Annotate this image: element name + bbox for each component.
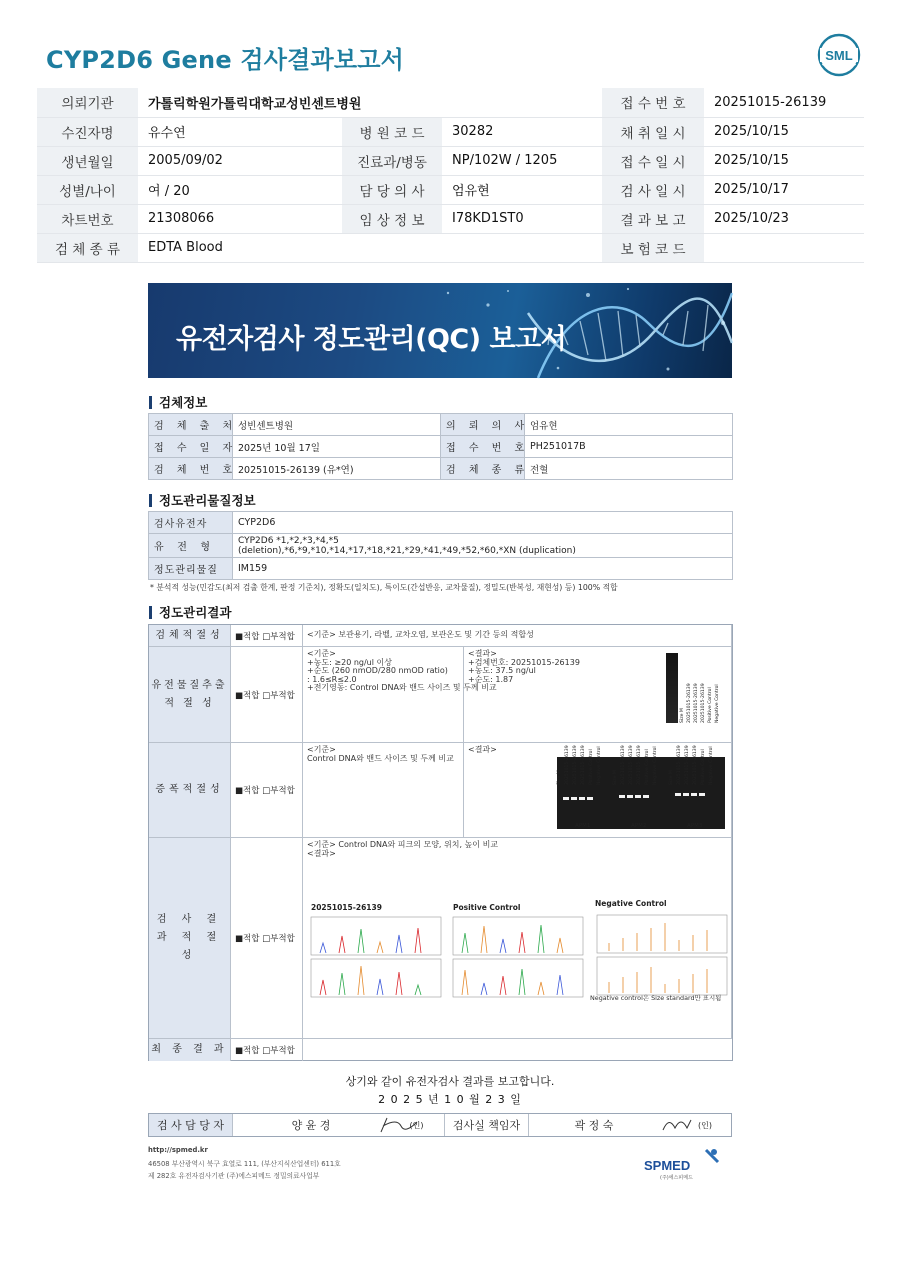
report-date-label: 결 과 보 고 xyxy=(602,204,704,233)
amplification-band xyxy=(691,793,697,796)
specimen-type-label: 검 체 종 류 xyxy=(37,233,138,262)
specimen-row xyxy=(149,436,733,458)
physician-label: 담 당 의 사 xyxy=(342,175,442,204)
qc-result-section-heading: 정도관리결과 xyxy=(149,606,231,619)
criteria-line: +순도 (260 nmOD/280 nmOD ratio) xyxy=(307,666,448,675)
amplification-criteria xyxy=(303,743,464,838)
amplification-lane-label: 20251015-26139 xyxy=(629,745,634,785)
result-line: +농도: 37.5 ng/ul xyxy=(468,666,536,675)
specimen-number-label: 검 체 번 호 xyxy=(149,458,233,480)
genotype-line-1: CYP2D6 *1,*2,*3,*4,*5 xyxy=(238,535,339,546)
amplification-lane-label: 20251015-26139 xyxy=(565,745,570,785)
amplification-lane-label: 20251015-26139 xyxy=(621,745,626,785)
patient-row xyxy=(37,233,864,262)
patient-row xyxy=(37,175,864,204)
receipt-date-value: 2025/10/15 xyxy=(704,146,864,175)
criteria-line: +전기영동: Control DNA와 밴드 사이즈 및 두께 비교 xyxy=(307,683,497,692)
amplification-lane-label: 20251015-26139 xyxy=(693,745,698,785)
amplification-lane-label: Negative Control xyxy=(709,746,714,785)
negative-electropherogram-title: Negative Control xyxy=(595,899,667,908)
accession-no-value: 20251015-26139 xyxy=(704,88,864,117)
svg-text:SPMED: SPMED xyxy=(644,1158,691,1173)
department-label: 진료과/병동 xyxy=(342,146,442,175)
criteria-line: <기준> xyxy=(307,649,336,658)
sml-logo xyxy=(817,33,861,77)
amplification-band xyxy=(675,793,681,796)
result-adequacy-label: 검 사 결 과 적 절 성 xyxy=(149,838,231,1039)
extraction-adequacy-label: 유전물질추출 적 절 성 xyxy=(149,647,231,743)
electropherogram-panels xyxy=(309,915,734,1001)
spmed-logo xyxy=(644,1146,728,1186)
amplification-band xyxy=(579,797,585,800)
receipt-date-value: 2025년 10월 17일 xyxy=(233,436,441,458)
test-gene-label: 검사유전자 xyxy=(149,512,233,534)
amplification-lane-label: Positive Control xyxy=(701,749,706,785)
extraction-gel-image xyxy=(666,653,678,723)
extraction-lane-label: 20251015-26139 xyxy=(694,683,699,723)
insurance-code-value xyxy=(704,233,864,262)
insurance-code-label: 보 험 코 드 xyxy=(602,233,704,262)
amplification-lane-label: 20251015-26139 xyxy=(677,745,682,785)
closing-statement: 상기와 같이 유전자검사 결과를 보고합니다. xyxy=(345,1075,555,1088)
amplification-lane-label: 20251015-26139 xyxy=(685,745,690,785)
report-date-value: 2025/10/23 xyxy=(704,204,864,233)
result-line: <결과> xyxy=(468,745,497,754)
accession-no-label: 접 수 번 호 xyxy=(602,88,704,117)
specimen-row xyxy=(149,458,733,480)
criteria-line: <기준> Control DNA와 피크의 모양, 위치, 높이 비교 xyxy=(307,840,499,849)
footer-address: 46508 부산광역시 북구 효열로 111, (부산지식산업센터) 611호 xyxy=(148,1160,341,1168)
chief-seal: (인) xyxy=(698,1120,712,1130)
amplification-band xyxy=(563,797,569,800)
specimen-info-table xyxy=(148,413,733,480)
receipt-number-label: 접 수 번 호 xyxy=(441,436,525,458)
specimen-source-label: 검 체 출 처 xyxy=(149,414,233,436)
tester-seal: (인) xyxy=(409,1120,424,1130)
amplification-group-label: APM2 xyxy=(631,823,647,829)
final-result-check: ■적합 □부적합 xyxy=(231,1039,303,1061)
genotype-label: 유 전 형 xyxy=(149,534,233,558)
patient-name-value: 유수연 xyxy=(138,117,342,146)
criteria-line: <결과> xyxy=(307,848,336,858)
criteria-line: +농도: ≥20 ng/ul 이상 xyxy=(307,657,392,667)
patient-row xyxy=(37,204,864,233)
extraction-lane-label: 20251015-26139 xyxy=(701,683,706,723)
report-title: CYP2D6 Gene 검사결과보고서 xyxy=(46,46,405,74)
physician-value: 엄유현 xyxy=(442,175,602,204)
chief-label: 검사실 책임자 xyxy=(445,1114,529,1136)
chief-signature xyxy=(659,1114,731,1136)
amplification-lane-label: 20251015-26139 xyxy=(637,745,642,785)
footer-url: http://spmed.kr xyxy=(148,1146,208,1154)
criteria-line: : 1.6≤R≤2.0 xyxy=(307,674,357,684)
footer-registration: 제 282호 유전자검사기관 (주)에스피메드 정밀의료사업부 xyxy=(148,1172,320,1180)
amplification-lane-label: 20251015-26139 xyxy=(581,745,586,785)
qc-banner-title: 유전자검사 정도관리(QC) 보고서 xyxy=(176,324,567,355)
amplification-adequacy-label: 증폭적절성 xyxy=(149,743,231,838)
specimen-source-value: 성빈센트병원 xyxy=(233,414,441,436)
specimen-adequacy-label: 검체적절성 xyxy=(149,625,231,647)
requesting-institution-value: 가톨릭학원가톨릭대학교성빈센트병원 xyxy=(138,88,602,117)
tester-label: 검 사 담 당 자 xyxy=(149,1114,233,1136)
amplification-lane-label: Positive Control xyxy=(589,749,594,785)
amplification-band xyxy=(571,797,577,800)
genotype-line-2: (deletion),*6,*9,*10,*14,*17,*18,*21,*29,*41,*49,*52,*60,*XN (duplication) xyxy=(238,545,576,556)
amplification-band xyxy=(627,795,633,798)
amplification-band xyxy=(683,793,689,796)
extraction-lane-label: Positive Control xyxy=(708,687,713,723)
patient-name-label: 수진자명 xyxy=(37,117,138,146)
result-adequacy-check: ■적합 □부적합 xyxy=(231,838,303,1039)
collection-date-label: 채 취 일 시 xyxy=(602,117,704,146)
specimen-type-value: EDTA Blood xyxy=(138,233,602,262)
receipt-date-label: 접 수 일 시 xyxy=(602,146,704,175)
final-result-label: 최 종 결 과 xyxy=(149,1039,231,1061)
test-date-value: 2025/10/17 xyxy=(704,175,864,204)
svg-text:SML: SML xyxy=(825,48,853,63)
amplification-band xyxy=(587,797,593,800)
amplification-band xyxy=(619,795,625,798)
department-value: NP/102W / 1205 xyxy=(442,146,602,175)
amplification-lane-label: Size M xyxy=(669,770,674,785)
amplification-band xyxy=(635,795,641,798)
amplification-lane-label: Negative Control xyxy=(653,746,658,785)
sample-electropherogram-title: 20251015-26139 xyxy=(311,903,382,912)
final-result-empty xyxy=(303,1039,732,1061)
amplification-adequacy-check: ■적합 □부적합 xyxy=(231,743,303,838)
closing-date: 2 0 2 5 년 1 0 월 2 3 일 xyxy=(378,1093,522,1106)
chart-no-label: 차트번호 xyxy=(37,204,138,233)
chart-no-value: 21308066 xyxy=(138,204,342,233)
result-line: <결과> xyxy=(468,649,497,658)
hospital-code-label: 병 원 코 드 xyxy=(342,117,442,146)
patient-info-table xyxy=(37,88,864,263)
requesting-doctor-value: 엄유현 xyxy=(525,414,733,436)
specimen-row xyxy=(149,414,733,436)
spmed-logo-graphic xyxy=(644,1146,728,1182)
amplification-lane-label: 20251015-26139 xyxy=(573,745,578,785)
specimen-adequacy-criteria: <기준> 보관용기, 라벨, 교차오염, 보관온도 및 기간 등의 적합성 xyxy=(303,625,732,647)
svg-text:(주)에스피메드: (주)에스피메드 xyxy=(660,1175,693,1181)
specimen-number-value: 20251015-26139 (유*연) xyxy=(233,458,441,480)
qc-material-section-heading: 정도관리물질정보 xyxy=(149,494,256,507)
specimen-section-heading: 검체정보 xyxy=(149,396,207,409)
extraction-lane-label: 20251015-26139 xyxy=(687,683,692,723)
negative-control-note: Negative control은 Size standard만 표시됨 xyxy=(590,994,722,1002)
qc-banner xyxy=(148,283,732,378)
qc-material-value: IM159 xyxy=(233,558,733,580)
birthdate-value: 2005/09/02 xyxy=(138,146,342,175)
result-line: +검체번호: 20251015-26139 xyxy=(468,657,580,667)
amplification-lane-label: Size M xyxy=(557,770,562,785)
specimen-kind-value: 전혈 xyxy=(525,458,733,480)
amplification-lane-label: Positive Control xyxy=(645,749,650,785)
extraction-lane-label: Negative Control xyxy=(715,684,720,723)
amplification-group-label: APM3 xyxy=(687,823,703,829)
amplification-band xyxy=(643,795,649,798)
patient-row xyxy=(37,117,864,146)
sex-age-label: 성별/나이 xyxy=(37,175,138,204)
requesting-institution-label: 의뢰기관 xyxy=(37,88,138,117)
amplification-group-label: APM1 xyxy=(575,823,591,829)
sex-age-value: 여 / 20 xyxy=(138,175,342,204)
patient-row xyxy=(37,146,864,175)
tester-signature xyxy=(389,1114,445,1136)
extraction-lane-label: Size M xyxy=(680,708,685,723)
tester-name: 양 윤 경 xyxy=(291,1119,331,1132)
amplification-band xyxy=(699,793,705,796)
clinical-info-label: 임 상 정 보 xyxy=(342,204,442,233)
clinical-info-value: I78KD1ST0 xyxy=(442,204,602,233)
positive-electropherogram-title: Positive Control xyxy=(453,903,521,912)
criteria-line: <기준> xyxy=(307,745,336,754)
qc-result-grid xyxy=(148,624,733,1061)
amplification-lane-label: Size M xyxy=(613,770,618,785)
specimen-kind-label: 검 체 종 류 xyxy=(441,458,525,480)
amplification-lane-label: Negative Control xyxy=(597,746,602,785)
birthdate-label: 생년월일 xyxy=(37,146,138,175)
hospital-code-value: 30282 xyxy=(442,117,602,146)
collection-date-value: 2025/10/15 xyxy=(704,117,864,146)
result-line: +순도: 1.87 xyxy=(468,674,514,684)
criteria-line: Control DNA와 밴드 사이즈 및 두께 비교 xyxy=(307,753,454,763)
specimen-adequacy-check: ■적합 □부적합 xyxy=(231,625,303,647)
performance-note: * 분석적 성능(민감도(최저 검출 한계, 판정 기준치), 정확도(일치도), 특이도(간섭반응, 교차물질), 정밀도(반복성, 재현성) 등) 100% 적합 xyxy=(150,583,618,592)
test-date-label: 검 사 일 시 xyxy=(602,175,704,204)
extraction-adequacy-check: ■적합 □부적합 xyxy=(231,647,303,743)
qc-material-label: 정도관리물질 xyxy=(149,558,233,580)
patient-row xyxy=(37,88,864,117)
qc-material-table xyxy=(148,511,733,580)
receipt-date-label: 접 수 일 자 xyxy=(149,436,233,458)
test-gene-value: CYP2D6 xyxy=(233,512,733,534)
chief-name: 곽 정 숙 xyxy=(574,1119,614,1132)
requesting-doctor-label: 의 뢰 의 사 xyxy=(441,414,525,436)
receipt-number-value: PH251017B xyxy=(525,436,733,458)
signature-row xyxy=(148,1113,732,1137)
